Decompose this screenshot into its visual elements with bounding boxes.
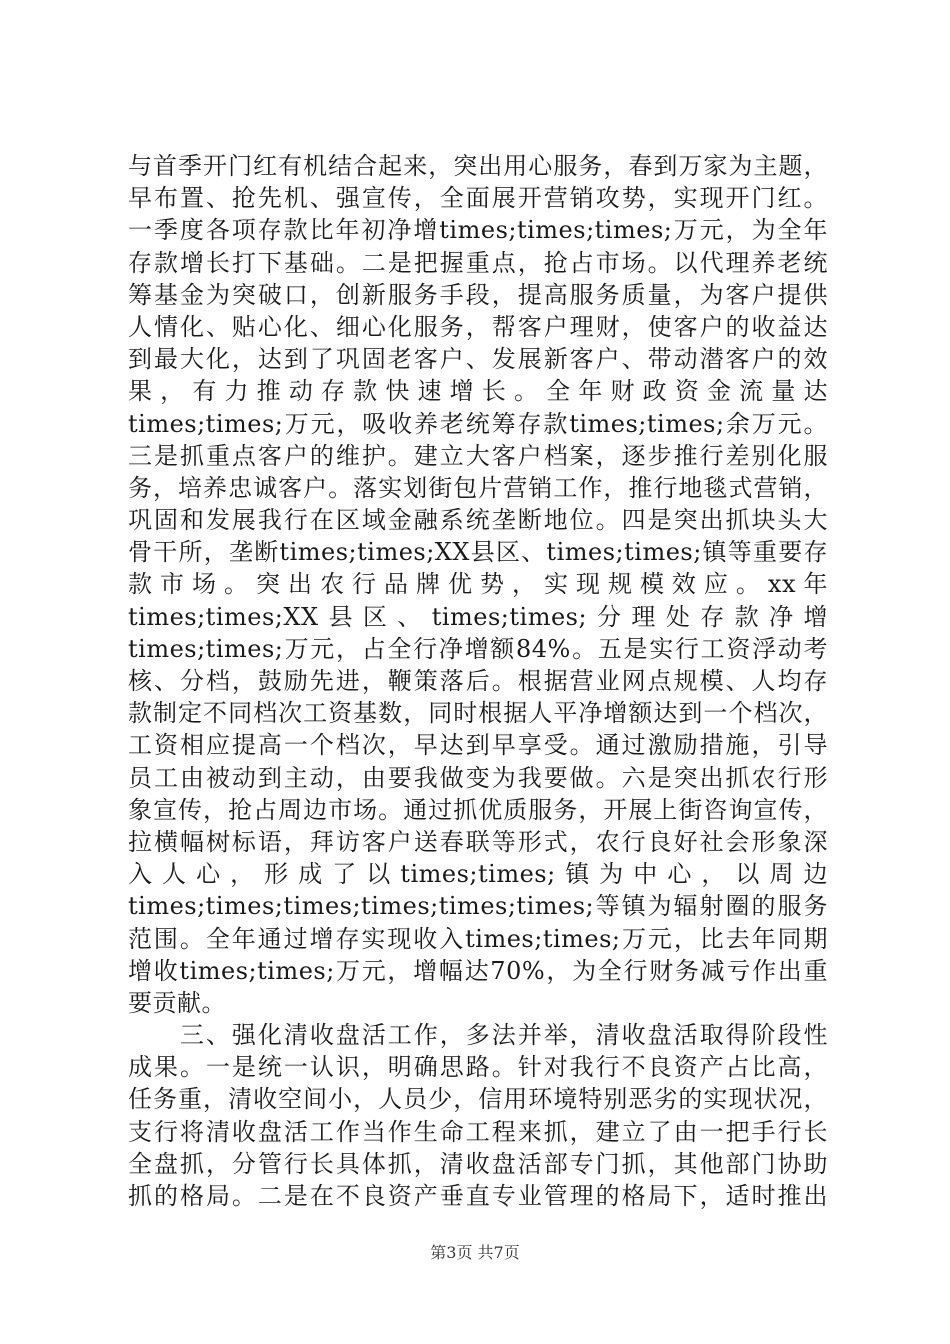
text-line: 一季度各项存款比年初净增times;times;times;万元，为全年: [128, 216, 828, 245]
text-line: 抓的格局。二是在不良资产垂直专业管理的格局下，适时推出: [128, 1182, 828, 1210]
text-line: 果，有力推动存款快速增长。全年财政资金流量达: [128, 377, 828, 406]
text-line: times;times;万元，吸收养老统筹存款times;times;余万元。: [128, 409, 828, 438]
body-text: [128, 150, 828, 1212]
text-line: times;times;times;times;times;times;等镇为辐射圈的服务: [128, 892, 828, 921]
text-line: 人情化、贴心化、细心化服务，帮客户理财，使客户的收益达: [128, 312, 828, 341]
text-line: times;times;万元，占全行净增额84%。五是实行工资浮动考: [128, 634, 828, 663]
text-line: 拉横幅树标语，拜访客户送春联等形式，农行良好社会形象深: [128, 827, 828, 856]
text-line: 员工由被动到主动，由要我做变为我要做。六是突出抓农行形: [128, 763, 828, 792]
page-footer: 第3页 共7页: [430, 1243, 520, 1262]
text-line: 存款增长打下基础。二是把握重点，抢占市场。以代理养老统: [128, 248, 828, 277]
text-line: 早布置、抢先机、强宣传，全面展开营销攻势，实现开门红。: [128, 184, 828, 213]
text-line: 款制定不同档次工资基数，同时根据人平净增额达到一个档次，: [128, 699, 828, 728]
text-line: 巩固和发展我行在区域金融系统垄断地位。四是突出抓块头大: [128, 506, 828, 535]
text-line: 骨干所，垄断times;times;XX县区、times;times;镇等重要存: [128, 538, 828, 567]
text-line: times;times;XX县区、times;times;分理处存款净增: [128, 602, 828, 631]
text-line: 任务重，清收空间小，人员少，信用环境特别恶劣的实现状况，: [128, 1085, 828, 1114]
text-line: 入人心，形成了以times;times;镇为中心，以周边: [128, 860, 828, 889]
text-line: 款市场。突出农行品牌优势，实现规模效应。xx年: [128, 570, 828, 599]
text-line: 象宣传，抢占周边市场。通过抓优质服务，开展上街咨询宣传，: [128, 795, 828, 824]
text-line: 与首季开门红有机结合起来，突出用心服务，春到万家为主题，: [128, 152, 828, 180]
text-line: 要贡献。: [128, 988, 226, 1017]
text-line: 务，培养忠诚客户。落实划街包片营销工作，推行地毯式营销，: [128, 473, 828, 502]
text-line: 三是抓重点客户的维护。建立大客户档案，逐步推行差别化服: [128, 441, 828, 470]
text-line: 全盘抓，分管行长具体抓，清收盘活部专门抓，其他部门协助: [128, 1149, 828, 1178]
text-line: 工资相应提高一个档次，早达到早享受。通过激励措施，引导: [128, 731, 828, 760]
text-line: 支行将清收盘活工作当作生命工程来抓，建立了由一把手行长: [128, 1117, 828, 1146]
text-line: 三、强化清收盘活工作，多法并举，清收盘活取得阶段性: [128, 1021, 828, 1050]
text-line: 范围。全年通过增存实现收入times;times;万元，比去年同期: [128, 924, 828, 953]
text-line: 筹基金为突破口，创新服务手段，提高服务质量，为客户提供: [128, 280, 828, 309]
text-line: 增收times;times;万元，增幅达70%，为全行财务减亏作出重: [128, 956, 828, 985]
text-line: 到最大化，达到了巩固老客户、发展新客户、带动潜客户的效: [128, 345, 828, 374]
text-line: 核、分档，鼓励先进，鞭策落后。根据营业网点规模、人均存: [128, 667, 828, 695]
text-line: 成果。一是统一认识，明确思路。针对我行不良资产占比高，: [128, 1053, 828, 1082]
